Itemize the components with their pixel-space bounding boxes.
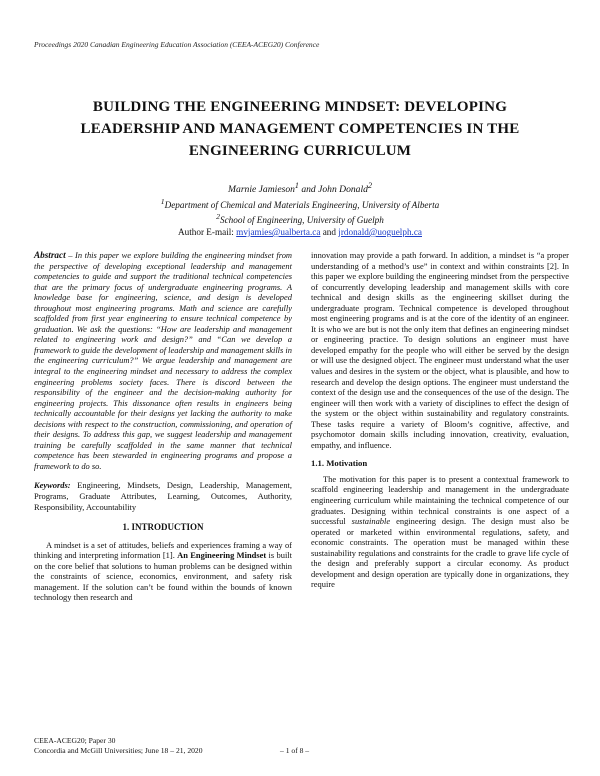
abstract-text: In this paper we explore building the engineering mindset from the perspective of developing exceptional leadership and management competencies to guide and support the traditional technical competencies that are the primary focus of undergraduate engineering programs. A knowledge base for engineering, science, and design is developed throughout most engineering programs. Math and science are carefully scaffolded from first year engineering to ensure technical competence by graduation. We ask the questions: “How are leadership and management related to engineering work and design?” and “Can we develop a framework to guide the development of leadership and management skills in the engineering curriculum?” We argue leadership and management are integral to the engineering mindset and necessary to address the complex engineering problems society faces. There is discord between the responsibility of the engineer and the decision-making authority for engineering projects. This dissonance often results in engineers being technically accountable for their designs yet lacking the authority to make decisions with respect to the construction, commissioning, and operation of their designs. To address this gap, we suggest leadership and management training be carefully scaffolded in the same manner that technical competence has been stewarded in engineering programs and propose a framework to do so. [34, 250, 293, 471]
author-block [40, 180, 560, 238]
affiliation-2-text: School of Engineering, University of Guelph [220, 215, 384, 226]
author-email-line [40, 227, 560, 239]
title-line-2: LEADERSHIP AND MANAGEMENT COMPETENCIES IN THE [80, 121, 520, 137]
email-and: and [320, 226, 339, 237]
affiliation-2 [40, 211, 560, 227]
left-column [34, 250, 292, 603]
intro-text-b: is built on the core belief that solutions to human problems can be designed within the constraints of science, economics, environment, and safety risk management. If the solution can’t be found within the bounds of known technology then research and [34, 550, 292, 603]
affiliation-2-sup: 2 [216, 212, 220, 222]
abstract [34, 250, 292, 471]
author-1-sup: 1 [294, 181, 299, 190]
affiliation-1-sup: 1 [160, 196, 165, 206]
email-link-2[interactable]: jrdonald@uoguelph.ca [338, 226, 422, 237]
motivation-text-b: engineering design. The design must also be operated or marketed within environmental regulations, safety, and economic constraints. The operation must be managed within these sustainability regulations and constraints for the cradle to grave life cycle of the design and preferably support a circular economy. As product development and design operation are typically done in organizations, they require [311, 516, 569, 590]
subsection-heading-motivation: 1.1. Motivation [311, 458, 368, 469]
email-link-1[interactable]: mvjamies@ualberta.ca [236, 226, 321, 237]
affiliation-1 [40, 196, 560, 212]
author-names [40, 180, 560, 196]
motivation-italic-term: sustainable [351, 516, 391, 527]
right-column [311, 250, 569, 590]
keywords [34, 480, 292, 512]
keywords-text: Engineering, Mindsets, Design, Leadership, Management, Programs, Graduate Attributes, Learning, Outcomes, Authority, Responsibility, Accountability [34, 480, 292, 512]
author-2: John Donald [318, 184, 368, 196]
footer-line-1: CEEA-ACEG20; Paper 30 [34, 736, 116, 745]
footer-line-2: Concordia and McGill Universities; June 18 – 21, 2020 [34, 745, 203, 755]
title-line-1: BUILDING THE ENGINEERING MINDSET: DEVELOPING [92, 99, 508, 115]
intro-paragraph [34, 540, 292, 603]
affiliation-1-text: Department of Chemical and Materials Engineering, University of Alberta [164, 199, 440, 210]
running-header: Proceedings 2020 Canadian Engineering Education Association (CEEA-ACEG20) Conference [34, 40, 320, 49]
section-heading-introduction: 1. INTRODUCTION [122, 522, 204, 533]
intro-text-a: A mindset is a set of attitudes, beliefs and experiences framing a way of thinking and interpreting information [1]. [34, 539, 292, 561]
paper-title [60, 96, 540, 162]
author-and: and [298, 184, 319, 196]
motivation-paragraph [311, 474, 569, 590]
page-number: – 1 of 8 – [280, 745, 310, 755]
author-2-sup: 2 [367, 181, 372, 190]
motivation-text-a: The motivation for this paper is to present a contextual framework to scaffold engineering leadership and management in the undergraduate engineering curriculum while maintaining the technical competence of our graduates. Designing within technical constraints is one aspect of a successful [311, 473, 569, 527]
abstract-dash: – [65, 250, 76, 260]
title-line-3: ENGINEERING CURRICULUM [188, 143, 412, 159]
email-label: Author E-mail: [177, 226, 237, 237]
abstract-label: Abstract [34, 250, 66, 260]
author-1: Marnie Jamieson [228, 184, 295, 196]
keywords-label: Keywords: [34, 480, 71, 491]
intro-bold-term: An Engineering Mindset [177, 550, 267, 561]
page-footer [34, 736, 203, 755]
right-paragraph-1: innovation may provide a path forward. In addition, a mindset is “a proper understanding of a method’s use” in context and within constraints [2]. In this paper we explore building the engineering mindset from the perspective of concurrently developing leadership and management skills with core technical and design skills as the engineering skillset during the undergraduate program. Technical competence is developed throughout most engineering programs and is at the core of the identity of an engineer. It is who we are but is not the only item that defines an engineering mindset or engineering practice. To design solutions an engineer must have developed empathy for the people who will either be served by the design or will use the designed object. The engineer must understand what the user values and desires in the system or the object, what is plausible, and how to research and develop the design options. The engineer must understand the context of the design use and the consequences of the use of the design. The engineer will then work with a variety of disciplines to effect the design of the system or the object within sustainability and regulatory constraints. These tasks require a variety of Bloom’s cognitive, affective, and psychomotor domain skills including innovation, creativity, evaluation, empathy, and influence. [311, 250, 569, 450]
